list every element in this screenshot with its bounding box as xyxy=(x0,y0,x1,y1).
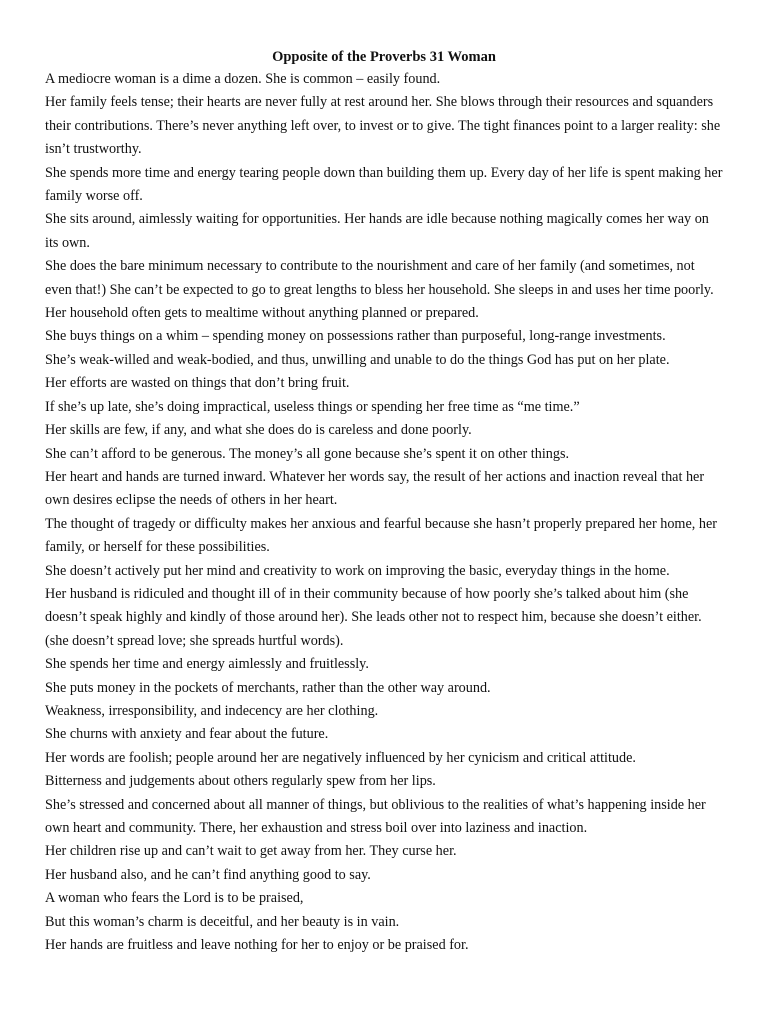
paragraph-18: Weakness, irresponsibility, and indecency are her clothing. xyxy=(45,702,379,719)
paragraph-21: Bitterness and judgements about others regularly spew from her lips. xyxy=(45,773,436,790)
paragraph-2: Her family feels tense; their hearts are never fully at rest around her. She blows through their resources and squanders their contributions. There’s never anything left over, to invest or to give. The tight finances point to a larger reality: she isn’t trustworthy. xyxy=(45,94,721,158)
paragraph-17: She puts money in the pockets of merchants, rather than the other way around. xyxy=(45,679,491,696)
paragraph-11: She can’t afford to be generous. The money’s all gone because she’s spent it on other things. xyxy=(45,445,570,462)
paragraph-13: The thought of tragedy or difficulty makes her anxious and fearful because she hasn’t properly prepared her home, her family, or herself for these possibilities. xyxy=(45,515,717,556)
paragraph-1: A mediocre woman is a dime a dozen. She is common – easily found. xyxy=(45,71,441,87)
paragraph-6: She buys things on a whim – spending money on possessions rather than purposeful, long-range investments. xyxy=(45,328,666,345)
paragraph-14: She doesn’t actively put her mind and creativity to work on improving the basic, everyday things in the home. xyxy=(45,562,670,579)
paragraph-25: A woman who fears the Lord is to be praised, xyxy=(45,890,304,907)
paragraph-4: She sits around, aimlessly waiting for opportunities. Her hands are idle because nothing magically comes her way on its own. xyxy=(45,211,709,251)
paragraph-27: Her hands are fruitless and leave nothing for her to enjoy or be praised for. xyxy=(45,937,469,954)
paragraph-15: Her husband is ridiculed and thought ill of in their community because of how poorly she’s talked about him (she doesn’t speak highly and kindly of those around her). She leads other not to respect him, because she doesn’t either. (she doesn’t spread love; she spreads hurtful words). xyxy=(45,585,702,649)
paragraph-24: Her husband also, and he can’t find anything good to say. xyxy=(45,866,371,883)
paragraph-16: She spends her time and energy aimlessly and fruitlessly. xyxy=(45,656,369,673)
paragraph-19: She churns with anxiety and fear about the future. xyxy=(45,726,329,743)
paragraph-3: She spends more time and energy tearing people down than building them up. Every day of her life is spent making her family worse off. xyxy=(45,164,723,205)
paragraph-26: But this woman’s charm is deceitful, and her beauty is in vain. xyxy=(45,913,400,930)
document-title: Opposite of the Proverbs 31 Woman xyxy=(272,49,496,65)
paragraph-23: Her children rise up and can’t wait to get away from her. They curse her. xyxy=(45,843,457,860)
paragraph-5: She does the bare minimum necessary to contribute to the nourishment and care of her family (and sometimes, not even that!) She can’t be expected to go to great lengths to bless her household. She sleeps in and uses her time poorly. Her household often gets to mealtime without anything planned or prepared. xyxy=(45,258,714,322)
paragraph-22: She’s stressed and concerned about all manner of things, but oblivious to the realities of what’s happening inside her own heart and community. There, her exhaustion and stress boil over into laziness and inaction. xyxy=(45,796,706,836)
paragraph-20: Her words are foolish; people around her are negatively influenced by her cynicism and critical attitude. xyxy=(45,749,636,766)
paragraph-10: Her skills are few, if any, and what she does do is careless and done poorly. xyxy=(45,422,472,439)
paragraph-8: Her efforts are wasted on things that don’t bring fruit. xyxy=(45,375,350,392)
document-body xyxy=(45,68,725,957)
paragraph-9: If she’s up late, she’s doing impractical, useless things or spending her free time as “me time.” xyxy=(45,398,580,415)
paragraph-7: She’s weak-willed and weak-bodied, and thus, unwilling and unable to do the things God has put on her plate. xyxy=(45,351,670,368)
paragraph-12: Her heart and hands are turned inward. Whatever her words say, the result of her actions and inaction reveal that her own desires eclipse the needs of others in her heart. xyxy=(45,468,705,509)
